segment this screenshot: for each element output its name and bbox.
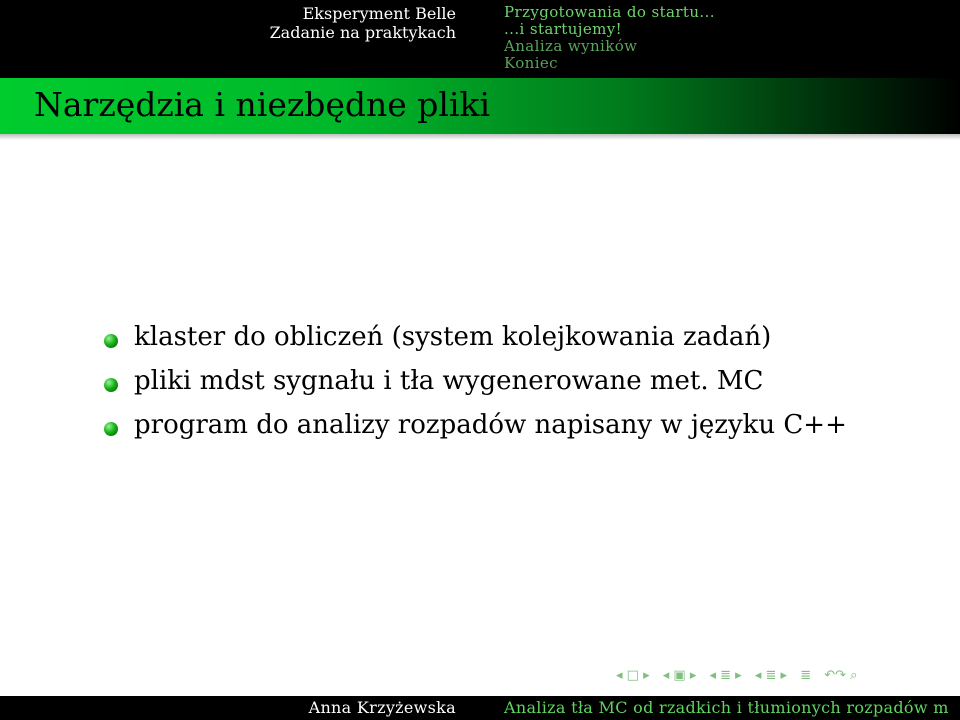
bullet-text: pliki mdst sygnału i tła wygenerowane met. MC (134, 366, 764, 396)
section-nav-left (270, 4, 456, 42)
bullet-ball-icon (104, 422, 118, 436)
section-link-zadanie[interactable]: Zadanie na praktykach (269, 23, 456, 42)
bullet-text: klaster do obliczeń (system kolejkowania zadań) (134, 322, 772, 352)
nav-document-icon[interactable]: ◂ ≣ ▸ (754, 668, 788, 683)
footer-author: Anna Krzyżewska (308, 698, 456, 717)
nav-subsection-icon[interactable]: ◂ ▣ ▸ (662, 668, 697, 683)
bullet-ball-icon (104, 378, 118, 392)
nav-frame-icon[interactable]: ◂ □ ▸ (616, 668, 650, 683)
bullet-text: program do analizy rozpadów napisany w języku C++ (134, 410, 847, 440)
section-link-przygotowania[interactable]: Przygotowania do startu... (504, 3, 715, 21)
section-link-startujemy[interactable]: ...i startujemy! (504, 20, 623, 38)
section-nav-right (504, 4, 715, 72)
section-link-koniec[interactable]: Koniec (504, 54, 558, 72)
title-shadow (0, 134, 960, 140)
footer-bar (0, 696, 960, 720)
nav-section-icon[interactable]: ◂ ≣ ▸ (709, 668, 742, 683)
nav-toc-icon[interactable]: ≣ (800, 668, 812, 683)
nav-back-search-icon[interactable]: ↶↷ ⌕ (824, 668, 858, 683)
header-bar (0, 0, 960, 78)
bullet-ball-icon (104, 334, 118, 348)
frame-title-bar (0, 78, 960, 134)
footer-talk-title: Analiza tła MC od rzadkich i tłumionych rozpadów m (504, 698, 949, 717)
beamer-navigation (616, 668, 866, 688)
section-link-eksperyment[interactable]: Eksperyment Belle (302, 4, 456, 23)
section-link-analiza[interactable]: Analiza wyników (504, 37, 638, 55)
frame-title: Narzędzia i niezbędne pliki (34, 85, 491, 124)
